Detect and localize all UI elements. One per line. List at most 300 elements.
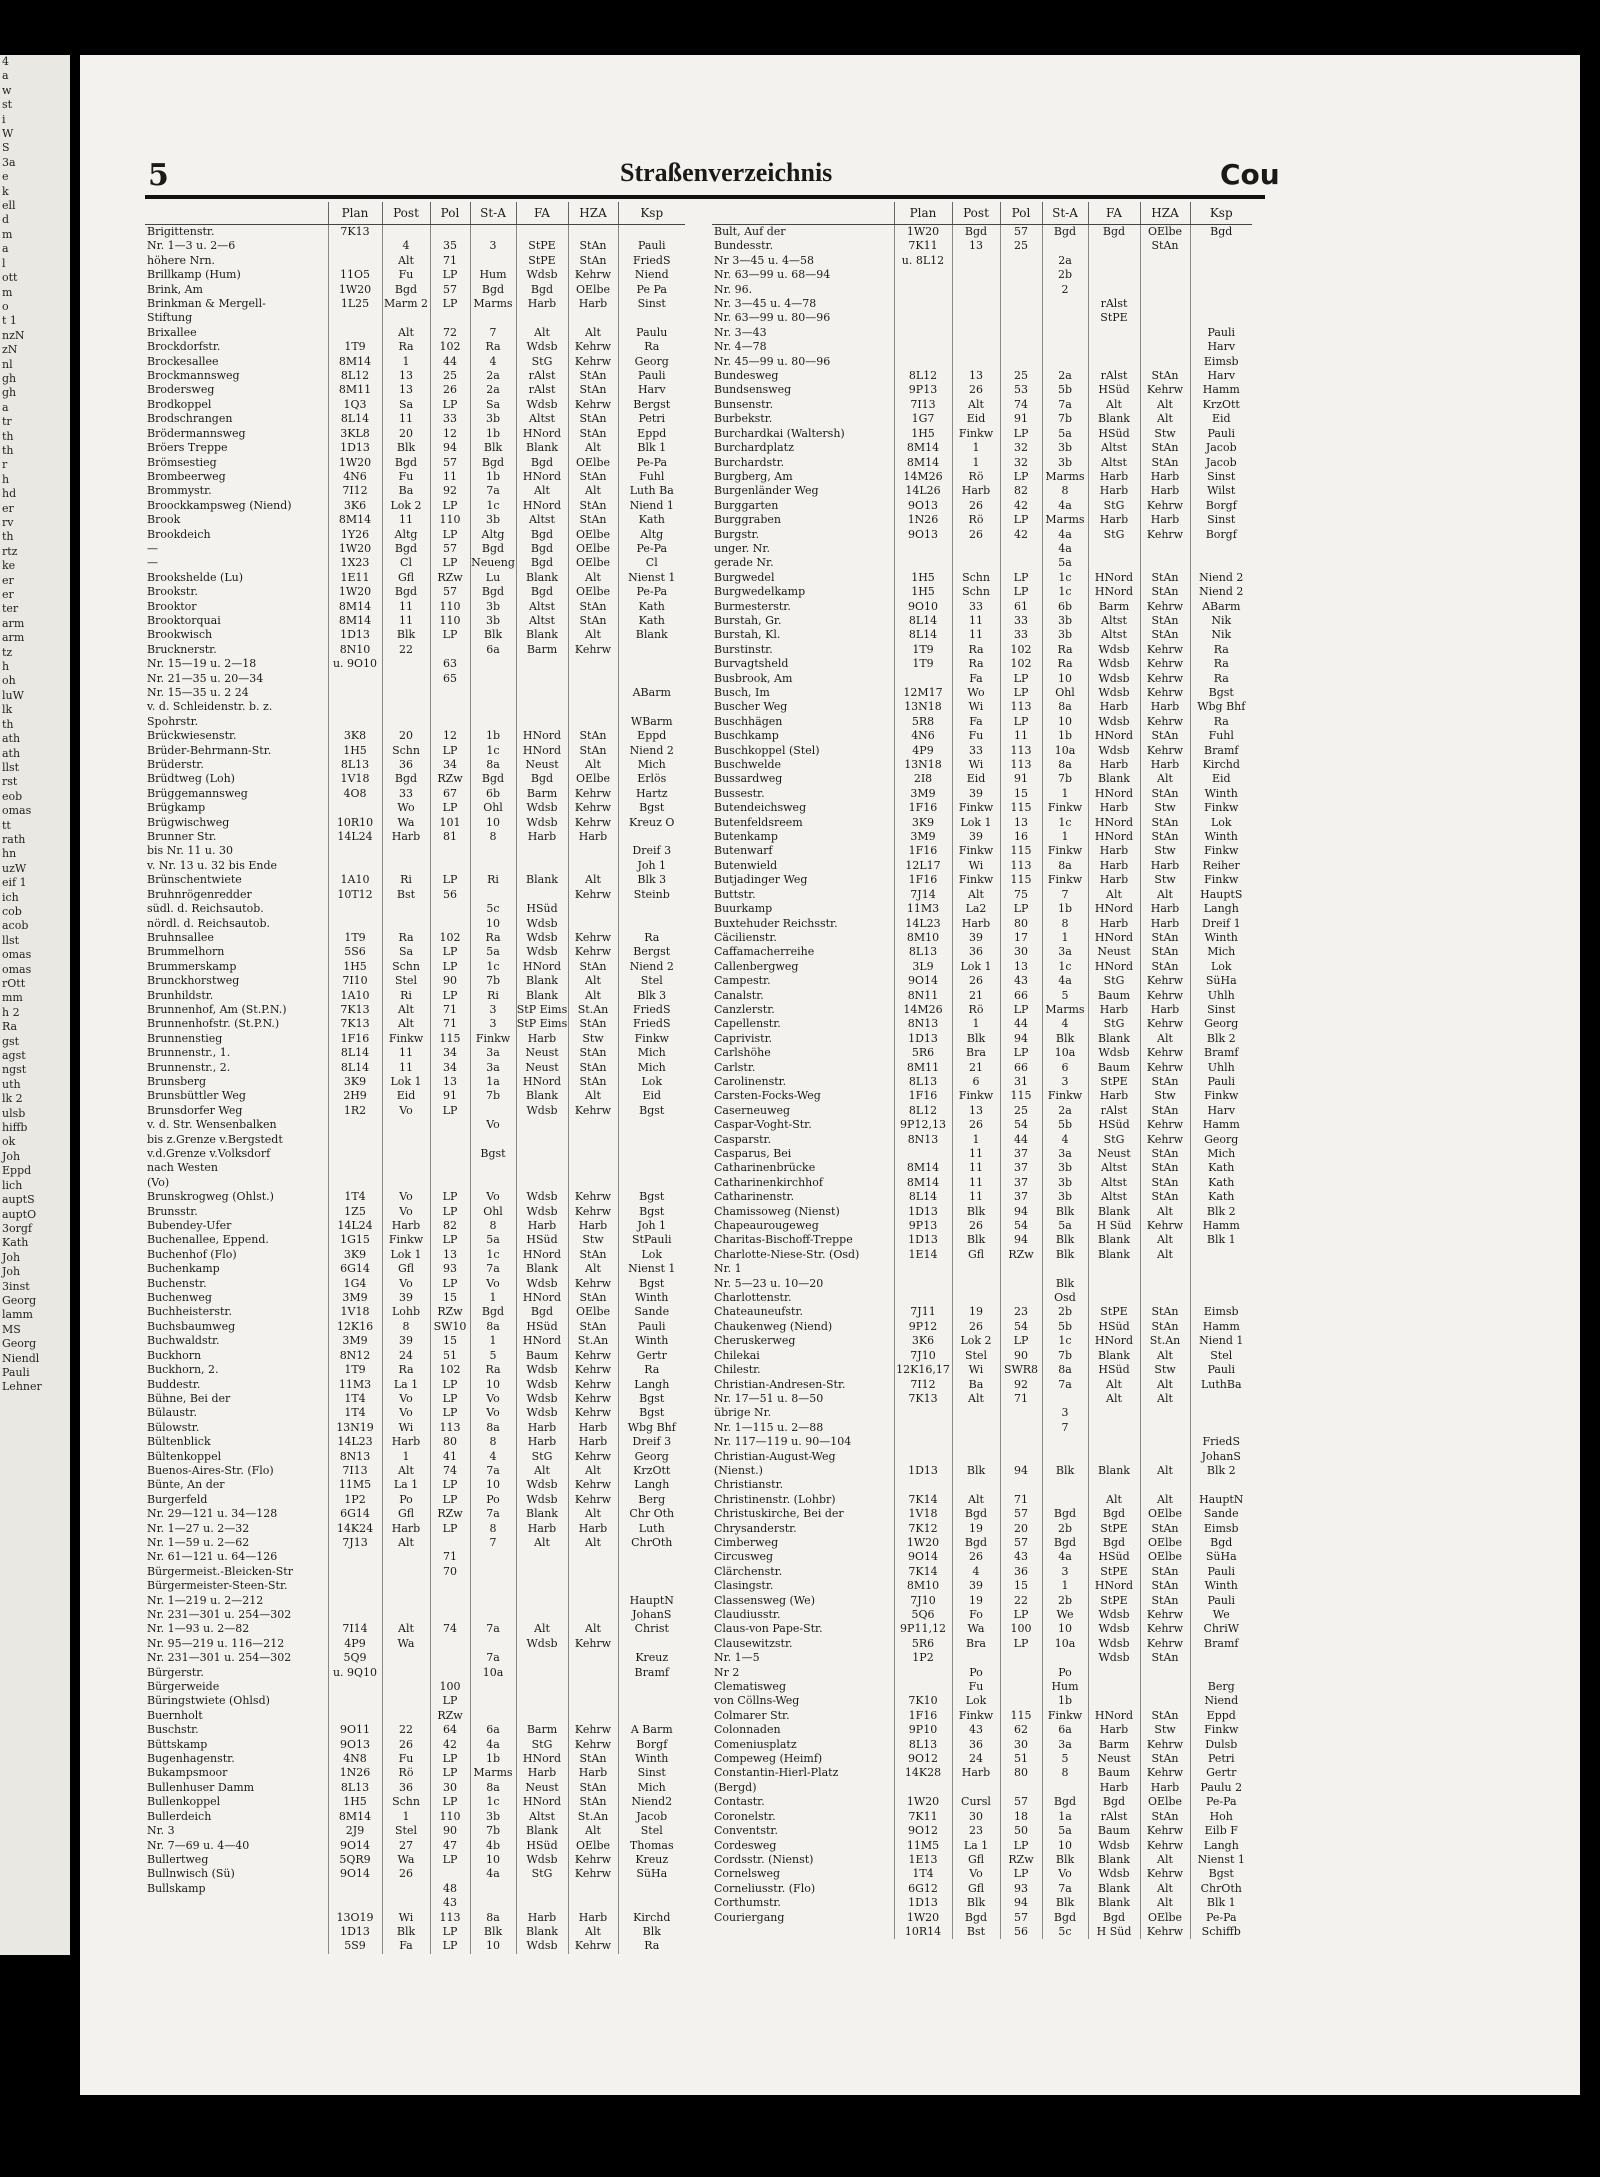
table-cell: 1G7 (894, 412, 952, 426)
table-cell: StAn (568, 614, 618, 628)
table-cell: Kehrw (568, 1363, 618, 1377)
table-cell: Sinst (1190, 470, 1252, 484)
table-cell: LP (430, 528, 470, 542)
street-name-cell: Cheruskerweg (714, 1334, 796, 1348)
table-cell: 8N13 (894, 1017, 952, 1031)
table-cell: 30 (430, 1781, 470, 1795)
table-row (145, 1925, 685, 1939)
table-cell: Stel (618, 1824, 685, 1838)
prev-page-fragment: th (2, 530, 14, 544)
table-cell: StPE (516, 254, 568, 268)
table-cell: 1c (470, 960, 516, 974)
table-cell: 1H5 (894, 571, 952, 585)
table-cell: Sande (618, 1305, 685, 1319)
table-cell (430, 1147, 470, 1161)
table-row (712, 1435, 1252, 1449)
table-cell: 12K16 (328, 1320, 382, 1334)
table-cell: StG (516, 1738, 568, 1752)
table-cell (1088, 1666, 1140, 1680)
table-cell: 1c (470, 499, 516, 513)
table-cell: 2J9 (328, 1824, 382, 1838)
table-cell: 1N26 (328, 1766, 382, 1780)
table-cell: Harb (516, 1219, 568, 1233)
table-cell: Eppd (1190, 1709, 1252, 1723)
table-cell: 27 (382, 1839, 430, 1853)
table-cell: 5a (1042, 1219, 1088, 1233)
table-cell: Kehrw (568, 931, 618, 945)
table-cell: 4a (1042, 542, 1088, 556)
table-cell: Alt (1088, 888, 1140, 902)
table-cell: Harb (516, 1032, 568, 1046)
table-cell: 33 (430, 412, 470, 426)
table-row (712, 1190, 1252, 1204)
table-cell: HNord (516, 960, 568, 974)
table-cell: Kehrw (568, 1190, 618, 1204)
street-name-cell: Brunnenstieg (147, 1031, 223, 1045)
table-cell (618, 1882, 685, 1896)
table-cell: Stw (1140, 1723, 1190, 1737)
table-cell: Kehrw (568, 1205, 618, 1219)
table-cell: 3K9 (328, 1248, 382, 1262)
table-cell: Vo (382, 1190, 430, 1204)
prev-page-fragment: 3a (2, 155, 16, 169)
table-cell: Pe-Pa (1190, 1911, 1252, 1925)
table-cell: 47 (430, 1839, 470, 1853)
table-cell: Harv (1190, 340, 1252, 354)
street-name-cell: Classensweg (We) (714, 1593, 815, 1607)
street-name-cell: Bürgermeister-Steen-Str. (147, 1579, 288, 1593)
table-cell: Lok (1190, 816, 1252, 830)
table-cell: 3K6 (328, 499, 382, 513)
table-cell (1088, 1406, 1140, 1420)
table-cell: Kehrw (568, 1738, 618, 1752)
table-cell: Finkw (952, 844, 1000, 858)
table-cell (328, 715, 382, 729)
table-cell: HauptN (618, 1594, 685, 1608)
table-cell: 8L12 (894, 1104, 952, 1118)
table-cell: Marms (470, 297, 516, 311)
table-cell: HNord (1088, 571, 1140, 585)
table-cell: OElbe (568, 528, 618, 542)
table-cell: Borgf (618, 1738, 685, 1752)
table-cell: 8 (470, 830, 516, 844)
table-cell: StAn (568, 729, 618, 743)
table-cell: HSüd (516, 1233, 568, 1247)
table-cell: 26 (952, 974, 1000, 988)
table-cell: 37 (1000, 1176, 1042, 1190)
street-name-cell: Burggraben (714, 513, 781, 527)
table-cell (894, 268, 952, 282)
street-name-cell: Brockesallee (147, 354, 219, 368)
table-cell: OElbe (568, 772, 618, 786)
table-cell: Bgd (516, 1305, 568, 1319)
table-cell: 5b (1042, 1118, 1088, 1132)
table-cell: 102 (430, 931, 470, 945)
table-cell (568, 657, 618, 671)
table-row (712, 1766, 1252, 1780)
table-cell: Finkw (1042, 801, 1088, 815)
table-cell: Alt (382, 1017, 430, 1031)
table-cell: Bgd (1088, 1795, 1140, 1809)
table-cell: Dreif 1 (1190, 917, 1252, 931)
prev-page-fragment: k (2, 184, 9, 198)
table-cell: 1P2 (894, 1651, 952, 1665)
table-cell: Kehrw (568, 1723, 618, 1737)
table-cell: Harb (1140, 902, 1190, 916)
table-cell: 13 (430, 1248, 470, 1262)
table-cell (470, 888, 516, 902)
table-cell: LP (1000, 1046, 1042, 1060)
table-cell (1140, 1277, 1190, 1291)
prev-page-fragment: rtz (2, 544, 18, 558)
table-cell: Georg (618, 355, 685, 369)
table-row (712, 1824, 1252, 1838)
table-cell: 8a (470, 758, 516, 772)
table-cell: 70 (430, 1565, 470, 1579)
table-cell: Lok 2 (382, 499, 430, 513)
table-cell: StAn (1140, 960, 1190, 974)
table-cell: Bgd (470, 542, 516, 556)
table-cell (430, 1161, 470, 1175)
table-cell: Finkw (382, 1032, 430, 1046)
table-cell: 51 (430, 1349, 470, 1363)
street-name-cell: Brüggemannsweg (147, 786, 248, 800)
street-name-cell: Cordsstr. (Nienst) (714, 1852, 814, 1866)
table-cell: 57 (430, 283, 470, 297)
table-cell: Stw (1140, 844, 1190, 858)
table-cell: 8L14 (328, 1061, 382, 1075)
table-cell: 4a (1042, 499, 1088, 513)
table-cell: Kehrw (1140, 1219, 1190, 1233)
table-cell: 3b (1042, 1176, 1088, 1190)
table-cell: 11 (430, 470, 470, 484)
street-name-cell: Brunsstr. (147, 1204, 198, 1218)
street-name-cell: Casparus, Bei (714, 1147, 792, 1160)
table-cell: Altst (516, 513, 568, 527)
table-cell (516, 1565, 568, 1579)
table-cell: Blank (516, 1824, 568, 1838)
table-cell: 54 (1000, 1219, 1042, 1233)
table-cell: Kehrw (568, 1493, 618, 1507)
table-cell: Ohl (470, 1205, 516, 1219)
prev-page-fragment: d (2, 213, 10, 227)
table-cell (430, 1666, 470, 1680)
table-cell: 8L13 (894, 945, 952, 959)
table-row (145, 1363, 685, 1377)
table-cell: Wdsb (516, 1853, 568, 1867)
table-cell (1088, 340, 1140, 354)
table-cell: 1T4 (328, 1190, 382, 1204)
table-cell: Kehrw (1140, 1622, 1190, 1636)
table-cell: Kath (1190, 1161, 1252, 1175)
street-name-cell: Campestr. (714, 974, 771, 988)
table-row (145, 1824, 685, 1838)
table-cell (382, 1176, 430, 1190)
table-cell (470, 1579, 516, 1593)
table-cell (1140, 1406, 1190, 1420)
table-cell: 92 (1000, 1378, 1042, 1392)
table-cell: 1c (1042, 585, 1088, 599)
table-cell: Blank (1088, 1896, 1140, 1910)
table-cell: Bgd (470, 772, 516, 786)
table-cell: Harb (382, 1522, 430, 1536)
table-cell: 9O13 (328, 1738, 382, 1752)
table-cell: Kehrw (568, 340, 618, 354)
table-cell (516, 311, 568, 325)
street-name-cell: Corthumstr. (714, 1896, 781, 1910)
table-cell: LP (1000, 686, 1042, 700)
table-cell: Harb (516, 1421, 568, 1435)
table-cell: Bgd (382, 772, 430, 786)
street-name-cell: Bürgerweide (147, 1680, 220, 1694)
street-name-cell: Canzlerstr. (714, 1002, 775, 1016)
table-cell: rAlst (1088, 297, 1140, 311)
table-cell: 21 (952, 1061, 1000, 1075)
table-cell: Georg (1190, 1133, 1252, 1147)
table-row (145, 1277, 685, 1291)
table-cell: StG (516, 1867, 568, 1881)
table-cell: Blank (516, 974, 568, 988)
table-cell: Rö (952, 470, 1000, 484)
table-cell (952, 1277, 1000, 1291)
table-cell: Finkw (470, 1032, 516, 1046)
table-cell: Blk (1042, 1277, 1088, 1291)
table-cell (618, 657, 685, 671)
table-cell: Lok (618, 1248, 685, 1262)
table-cell: HNord (516, 427, 568, 441)
table-cell (1190, 283, 1252, 297)
table-cell: Stw (1140, 1363, 1190, 1377)
table-row (712, 1233, 1252, 1247)
street-name-cell: Nr. 231—301 u. 254—302 (147, 1608, 292, 1621)
table-cell: Bramf (1190, 1637, 1252, 1651)
table-cell: StG (1088, 1017, 1140, 1031)
table-cell (470, 225, 516, 240)
table-cell (568, 859, 618, 873)
prev-page-fragment: er (2, 501, 14, 515)
table-cell (618, 225, 685, 240)
table-cell: StAn (1140, 931, 1190, 945)
street-name-cell: Brunsberg (147, 1074, 207, 1088)
table-row (712, 1882, 1252, 1896)
table-cell: 33 (382, 787, 430, 801)
table-row (712, 1248, 1252, 1262)
table-cell: Harb (1088, 844, 1140, 858)
table-cell: 5S6 (328, 945, 382, 959)
table-row (145, 1075, 685, 1089)
street-name-cell: Catharinenbrücke (714, 1161, 816, 1175)
table-cell (1088, 1478, 1140, 1492)
table-cell (952, 355, 1000, 369)
prev-page-fragment: h 2 (2, 1005, 20, 1019)
table-cell: HNord (1088, 787, 1140, 801)
table-cell: 14L24 (328, 1219, 382, 1233)
table-row (145, 1161, 685, 1175)
table-cell: StAn (568, 600, 618, 614)
table-cell (952, 326, 1000, 340)
table-cell: StAn (1140, 1305, 1190, 1319)
table-cell: Marms (1042, 513, 1088, 527)
street-name-cell: Butenwield (714, 858, 778, 872)
table-row (712, 1176, 1252, 1190)
prev-page-fragment: arm (2, 631, 25, 645)
table-cell (470, 1694, 516, 1708)
table-cell: Bgd (382, 542, 430, 556)
table-cell: 9O12 (894, 1752, 952, 1766)
table-cell (1140, 542, 1190, 556)
prev-page-fragment: Georg (2, 1293, 37, 1307)
street-name-cell: Christianstr. (714, 1478, 784, 1492)
table-cell: 13 (382, 383, 430, 397)
street-name-cell: Buschhägen (714, 714, 783, 728)
table-cell: Wdsb (1088, 686, 1140, 700)
table-cell: 115 (1000, 873, 1042, 887)
table-cell: Lok 2 (952, 1334, 1000, 1348)
table-cell: Harb (516, 297, 568, 311)
table-cell: HSüd (1088, 1363, 1140, 1377)
table-cell: Bgd (516, 556, 568, 570)
table-cell: Hamm (1190, 1320, 1252, 1334)
prev-page-fragment: omas (2, 962, 32, 976)
table-cell: 42 (1000, 499, 1042, 513)
table-row (145, 1766, 685, 1780)
prev-page-fragment: zN (2, 343, 18, 357)
table-cell: Alt (952, 1392, 1000, 1406)
table-cell (618, 1161, 685, 1175)
table-cell: Ra (1042, 643, 1088, 657)
table-cell: LP (1000, 1839, 1042, 1853)
table-cell (568, 1161, 618, 1175)
table-cell: 2b (1042, 1522, 1088, 1536)
table-cell: OElbe (568, 1305, 618, 1319)
table-cell (470, 1133, 516, 1147)
table-cell: Altst (1088, 1190, 1140, 1204)
table-cell: Kehrw (568, 1277, 618, 1291)
table-cell: StAn (1140, 1522, 1190, 1536)
table-cell: 26 (382, 1738, 430, 1752)
table-cell (516, 700, 568, 714)
table-row (145, 1349, 685, 1363)
table-cell: 1b (470, 427, 516, 441)
table-cell: Pauli (1190, 1565, 1252, 1579)
street-name-cell: Claudiusstr. (714, 1608, 781, 1621)
prev-page-fragment: ath (2, 732, 21, 746)
table-row (712, 700, 1252, 714)
street-name-cell: Chapeaurougeweg (714, 1219, 819, 1233)
table-cell: 8N11 (894, 989, 952, 1003)
table-header-row (712, 202, 1252, 225)
table-cell (328, 1147, 382, 1161)
table-cell: Finkw (1190, 844, 1252, 858)
table-cell: 8a (1042, 859, 1088, 873)
table-cell: Ba (952, 1378, 1000, 1392)
table-cell: 8 (1042, 1766, 1088, 1780)
table-cell: LP (1000, 470, 1042, 484)
table-cell: Kehrw (1140, 1867, 1190, 1881)
table-cell: 57 (1000, 225, 1042, 240)
table-cell (1088, 1435, 1140, 1449)
prev-page-fragment: st (2, 98, 13, 112)
table-cell: Blank (516, 628, 568, 642)
table-cell: Ra (382, 931, 430, 945)
table-cell: Winth (1190, 830, 1252, 844)
table-cell (328, 254, 382, 268)
table-row (712, 1003, 1252, 1017)
street-name-cell: Nr. 3—45 u. 4—78 (714, 297, 817, 311)
table-cell: Lok 1 (952, 816, 1000, 830)
table-cell: 4 (952, 1565, 1000, 1579)
table-cell: Altst (516, 600, 568, 614)
table-cell (1140, 355, 1190, 369)
table-cell (1088, 1694, 1140, 1708)
table-cell (382, 917, 430, 931)
street-name-cell: Nr. 5—23 u. 10—20 (714, 1276, 824, 1290)
table-cell: Kehrw (1140, 1118, 1190, 1132)
table-cell (430, 643, 470, 657)
table-cell: Eppd (618, 427, 685, 441)
table-cell: Alt (1140, 1853, 1190, 1867)
table-cell: Altst (516, 1810, 568, 1824)
table-cell (1088, 1421, 1140, 1435)
table-cell: Pauli (618, 369, 685, 383)
table-cell (568, 1882, 618, 1896)
table-cell: Kirchd (618, 1911, 685, 1925)
table-cell: 102 (430, 1363, 470, 1377)
street-name-cell: Brunnenhofstr. (St.P.N.) (147, 1017, 280, 1031)
table-cell: OElbe (568, 542, 618, 556)
table-cell: Reiher (1190, 859, 1252, 873)
table-cell: Baum (1088, 1824, 1140, 1838)
table-row (145, 1320, 685, 1334)
table-row (712, 369, 1252, 383)
table-cell: Harb (1088, 859, 1140, 873)
table-cell: 5 (470, 1349, 516, 1363)
table-cell: H Süd (1088, 1925, 1140, 1939)
table-cell (1190, 1666, 1252, 1680)
table-cell: RZw (430, 571, 470, 585)
table-cell: FriedS (618, 254, 685, 268)
table-cell: 43 (430, 1896, 470, 1910)
table-cell: 8 (1042, 917, 1088, 931)
table-cell: 12 (430, 427, 470, 441)
table-cell: 10 (1042, 1622, 1088, 1636)
table-cell (894, 1478, 952, 1492)
table-cell: Borgf (1190, 528, 1252, 542)
table-cell: Harb (568, 1219, 618, 1233)
table-cell: StAn (1140, 1147, 1190, 1161)
table-cell: 11 (952, 1176, 1000, 1190)
table-row (712, 528, 1252, 542)
table-cell: OElbe (568, 1839, 618, 1853)
table-cell: Vo (382, 1392, 430, 1406)
table-cell: Altst (1088, 456, 1140, 470)
table-cell: 30 (1000, 1738, 1042, 1752)
table-cell: Harb (1140, 513, 1190, 527)
table-cell: 34 (430, 1046, 470, 1060)
table-cell: Harb (568, 1421, 618, 1435)
table-cell: 71 (1000, 1392, 1042, 1406)
table-cell: 2a (1042, 369, 1088, 383)
table-cell: 1F16 (894, 801, 952, 815)
table-cell: Wdsb (516, 1205, 568, 1219)
table-cell (430, 700, 470, 714)
thumb-index: Cou (1220, 158, 1280, 191)
table-cell: 3a (470, 1061, 516, 1075)
table-cell: 56 (1000, 1925, 1042, 1939)
table-cell: Barm (516, 787, 568, 801)
table-row (145, 801, 685, 815)
table-cell (382, 1579, 430, 1593)
